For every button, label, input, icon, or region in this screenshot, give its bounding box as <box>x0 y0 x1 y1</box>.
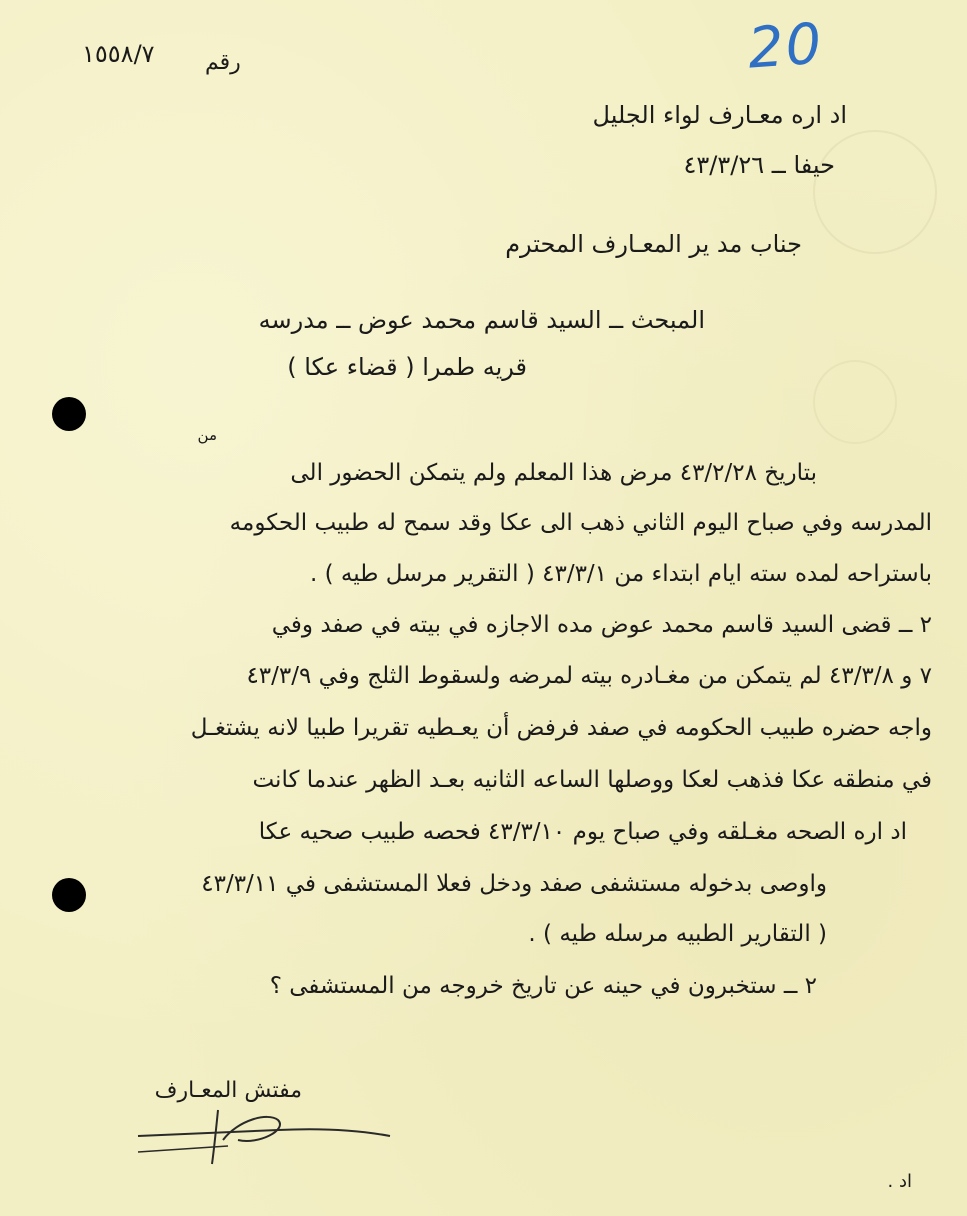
faded-stamp <box>813 130 937 254</box>
body-line: باستراحه لمده سته ايام ابتداء من ٤٣/٣/١ ( التقرير مرسل طيه ) . <box>309 561 932 587</box>
office-name: اد اره معـارف لواء الجليل <box>592 101 847 129</box>
punch-hole <box>52 397 86 431</box>
body-line: في منطقه عكا فذهب لعكا ووصلها الساعه الثانيه بعـد الظهر عندما كانت <box>252 767 932 793</box>
faded-stamp <box>813 360 897 444</box>
body-line: واجه حضره طبيب الحكومه في صفد فرفض أن يعـطيه تقريرا طبيا لانه يشتغـل <box>190 715 932 741</box>
body-line: اد اره الصحه مغـلقه وفي صباح يوم ٤٣/٣/١٠ فحصه طبيب صحيه عكا <box>258 819 907 845</box>
body-line: ٢ ــ قضى السيد قاسم محمد عوض مده الاجازه في بيته في صفد وفي <box>271 612 932 638</box>
handwritten-signature <box>128 1090 398 1170</box>
subject-line-1: المبحث ــ السيد قاسم محمد عوض ــ مدرسه <box>258 306 705 334</box>
body-line: ( التقارير الطبيه مرسله طيه ) . <box>528 921 827 947</box>
reference-label: رقم <box>205 50 241 75</box>
signature-title: مفتش المعـارف <box>154 1078 302 1103</box>
body-line: واوصى بدخوله مستشفى صفد ودخل فعلا المستشفى في ٤٣/٣/١١ <box>201 871 827 897</box>
handwritten-page-number: 20 <box>745 11 826 82</box>
handwritten-insert: من <box>197 426 217 444</box>
body-line: ٢ ــ ستخبرون في حينه عن تاريخ خروجه من المستشفى ؟ <box>269 973 817 999</box>
punch-hole <box>52 878 86 912</box>
footer-note: اد . <box>887 1171 912 1192</box>
reference-number: ١٥٥٨/٧ <box>82 40 155 68</box>
body-line: ٧ و ٤٣/٣/٨ لم يتمكن من مغـادره بيته لمرضه ولسقوط الثلج وفي ٤٣/٣/٩ <box>246 663 932 689</box>
body-line: بتاريخ ٤٣/٢/٢٨ مرض هذا المعلم ولم يتمكن الحضور الى <box>290 460 817 486</box>
subject-line-2: قريه طمرا ( قضاء عكا ) <box>287 353 527 381</box>
body-line: المدرسه وفي صباح اليوم الثاني ذهب الى عكا وقد سمح له طبيب الحكومه <box>229 510 932 536</box>
place-date: حيفا ــ ٤٣/٣/٢٦ <box>683 151 835 179</box>
addressee: جناب مد ير المعـارف المحترم <box>505 230 802 258</box>
